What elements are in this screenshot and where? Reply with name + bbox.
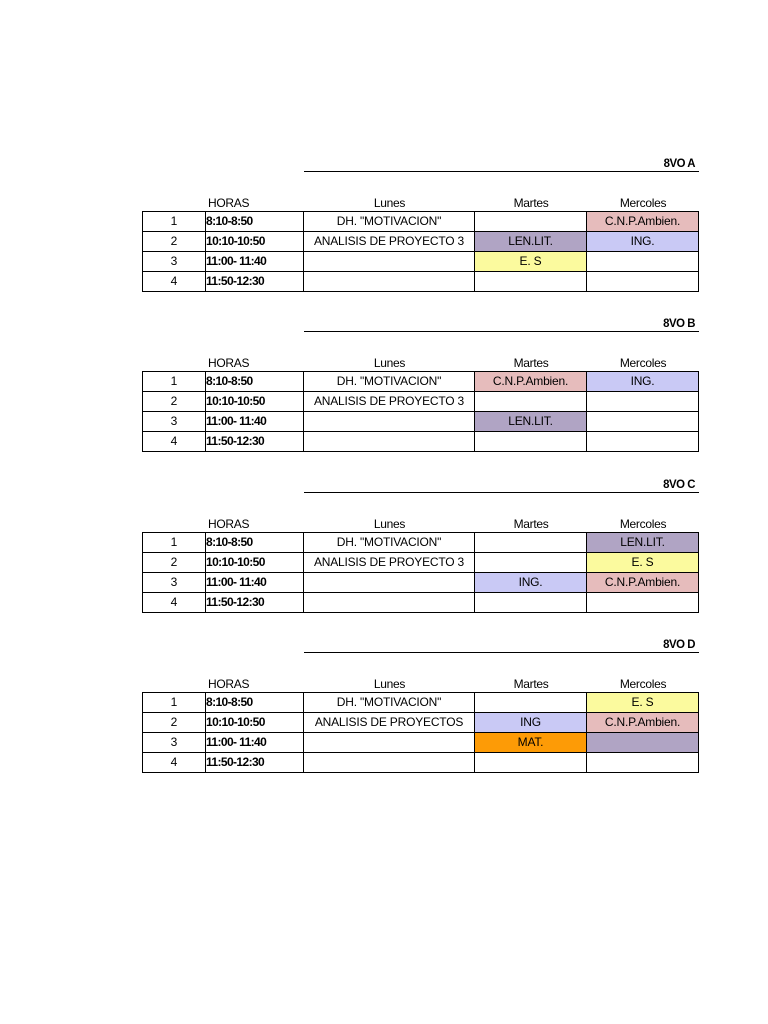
period-time: 10:10-10:50 xyxy=(206,232,304,252)
period-time: 11:00- 11:40 xyxy=(206,252,304,272)
title-underline xyxy=(304,652,699,653)
table-row xyxy=(143,573,699,593)
subject-cell-day3 xyxy=(587,412,699,432)
period-number: 1 xyxy=(143,693,206,713)
subject-cell-day3 xyxy=(587,593,699,613)
subject-cell-day3 xyxy=(587,252,699,272)
table-row xyxy=(143,713,699,733)
subject-cell-day2 xyxy=(475,693,587,713)
subject-cell-day3 xyxy=(587,392,699,412)
subject-cell-day2: ING xyxy=(475,713,587,733)
header-day3: Mercoles xyxy=(619,517,667,531)
header-day2: Martes xyxy=(513,196,549,210)
period-number: 3 xyxy=(143,412,206,432)
subject-cell-day2: LEN.LIT. xyxy=(475,412,587,432)
period-number: 1 xyxy=(143,212,206,232)
table-row xyxy=(143,533,699,553)
header-day3: Mercoles xyxy=(619,196,667,210)
section-title: 8VO A xyxy=(663,156,695,170)
schedule-section xyxy=(0,318,768,468)
subject-cell-day2: ING. xyxy=(475,573,587,593)
period-number: 2 xyxy=(143,553,206,573)
subject-cell-day1 xyxy=(304,272,475,292)
subject-cell-day1 xyxy=(304,252,475,272)
title-underline xyxy=(304,492,699,493)
period-number: 2 xyxy=(143,713,206,733)
period-time: 11:50-12:30 xyxy=(206,593,304,613)
period-number: 2 xyxy=(143,392,206,412)
subject-cell-day1: DH. "MOTIVACION" xyxy=(304,533,475,553)
table-row xyxy=(143,553,699,573)
subject-cell-day3 xyxy=(587,733,699,753)
header-day3: Mercoles xyxy=(619,677,667,691)
subject-cell-day3: LEN.LIT. xyxy=(587,533,699,553)
header-horas: HORAS xyxy=(208,677,250,691)
subject-cell-day1: DH. "MOTIVACION" xyxy=(304,372,475,392)
period-time: 11:00- 11:40 xyxy=(206,573,304,593)
subject-cell-day3: E. S xyxy=(587,693,699,713)
subject-cell-day1: ANALISIS DE PROYECTO 3 xyxy=(304,553,475,573)
subject-cell-day1 xyxy=(304,573,475,593)
period-time: 11:50-12:30 xyxy=(206,272,304,292)
period-number: 4 xyxy=(143,593,206,613)
header-day1: Lunes xyxy=(373,196,406,210)
header-day1: Lunes xyxy=(373,356,406,370)
schedule-table xyxy=(142,692,699,773)
schedule-section xyxy=(0,158,768,308)
period-time: 10:10-10:50 xyxy=(206,713,304,733)
section-title: 8VO C xyxy=(663,477,695,491)
period-number: 2 xyxy=(143,232,206,252)
subject-cell-day3: E. S xyxy=(587,553,699,573)
table-row xyxy=(143,232,699,252)
table-row xyxy=(143,412,699,432)
period-number: 3 xyxy=(143,733,206,753)
subject-cell-day1 xyxy=(304,432,475,452)
table-row xyxy=(143,252,699,272)
subject-cell-day1: ANALISIS DE PROYECTOS xyxy=(304,713,475,733)
section-title: 8VO B xyxy=(663,316,695,330)
period-time: 10:10-10:50 xyxy=(206,553,304,573)
subject-cell-day1: ANALISIS DE PROYECTO 3 xyxy=(304,232,475,252)
subject-cell-day1 xyxy=(304,733,475,753)
subject-cell-day2: MAT. xyxy=(475,733,587,753)
header-day1: Lunes xyxy=(373,517,406,531)
period-time: 8:10-8:50 xyxy=(206,693,304,713)
subject-cell-day2 xyxy=(475,272,587,292)
subject-cell-day1 xyxy=(304,753,475,773)
table-row xyxy=(143,693,699,713)
subject-cell-day2 xyxy=(475,432,587,452)
period-number: 1 xyxy=(143,372,206,392)
subject-cell-day1 xyxy=(304,412,475,432)
subject-cell-day3: C.N.P.Ambien. xyxy=(587,713,699,733)
subject-cell-day2: C.N.P.Ambien. xyxy=(475,372,587,392)
schedule-table xyxy=(142,371,699,452)
period-time: 11:50-12:30 xyxy=(206,753,304,773)
table-row xyxy=(143,212,699,232)
period-time: 8:10-8:50 xyxy=(206,372,304,392)
period-time: 11:00- 11:40 xyxy=(206,412,304,432)
subject-cell-day2 xyxy=(475,753,587,773)
schedule-table xyxy=(142,532,699,613)
table-row xyxy=(143,593,699,613)
subject-cell-day3: C.N.P.Ambien. xyxy=(587,573,699,593)
subject-cell-day3 xyxy=(587,432,699,452)
subject-cell-day2 xyxy=(475,553,587,573)
header-day2: Martes xyxy=(513,677,549,691)
period-number: 3 xyxy=(143,252,206,272)
table-row xyxy=(143,753,699,773)
schedule-section xyxy=(0,639,768,789)
subject-cell-day3: ING. xyxy=(587,232,699,252)
period-number: 4 xyxy=(143,272,206,292)
period-time: 10:10-10:50 xyxy=(206,392,304,412)
period-time: 8:10-8:50 xyxy=(206,533,304,553)
subject-cell-day3: C.N.P.Ambien. xyxy=(587,212,699,232)
title-underline xyxy=(304,331,699,332)
header-day1: Lunes xyxy=(373,677,406,691)
period-time: 11:00- 11:40 xyxy=(206,733,304,753)
header-day3: Mercoles xyxy=(619,356,667,370)
subject-cell-day1: ANALISIS DE PROYECTO 3 xyxy=(304,392,475,412)
schedule-table xyxy=(142,211,699,292)
section-title: 8VO D xyxy=(663,637,695,651)
subject-cell-day2: LEN.LIT. xyxy=(475,232,587,252)
table-row xyxy=(143,392,699,412)
subject-cell-day2: E. S xyxy=(475,252,587,272)
header-horas: HORAS xyxy=(208,356,250,370)
period-time: 11:50-12:30 xyxy=(206,432,304,452)
period-number: 4 xyxy=(143,753,206,773)
table-row xyxy=(143,432,699,452)
subject-cell-day2 xyxy=(475,212,587,232)
table-row xyxy=(143,733,699,753)
subject-cell-day1 xyxy=(304,593,475,613)
table-row xyxy=(143,372,699,392)
period-time: 8:10-8:50 xyxy=(206,212,304,232)
subject-cell-day2 xyxy=(475,392,587,412)
subject-cell-day2 xyxy=(475,533,587,553)
period-number: 4 xyxy=(143,432,206,452)
header-day2: Martes xyxy=(513,356,549,370)
period-number: 1 xyxy=(143,533,206,553)
subject-cell-day1: DH. "MOTIVACION" xyxy=(304,212,475,232)
subject-cell-day3: ING. xyxy=(587,372,699,392)
subject-cell-day3 xyxy=(587,753,699,773)
header-horas: HORAS xyxy=(208,517,250,531)
header-horas: HORAS xyxy=(208,196,250,210)
title-underline xyxy=(304,171,699,172)
period-number: 3 xyxy=(143,573,206,593)
subject-cell-day2 xyxy=(475,593,587,613)
header-day2: Martes xyxy=(513,517,549,531)
subject-cell-day3 xyxy=(587,272,699,292)
subject-cell-day1: DH. "MOTIVACION" xyxy=(304,693,475,713)
table-row xyxy=(143,272,699,292)
schedule-section xyxy=(0,479,768,629)
